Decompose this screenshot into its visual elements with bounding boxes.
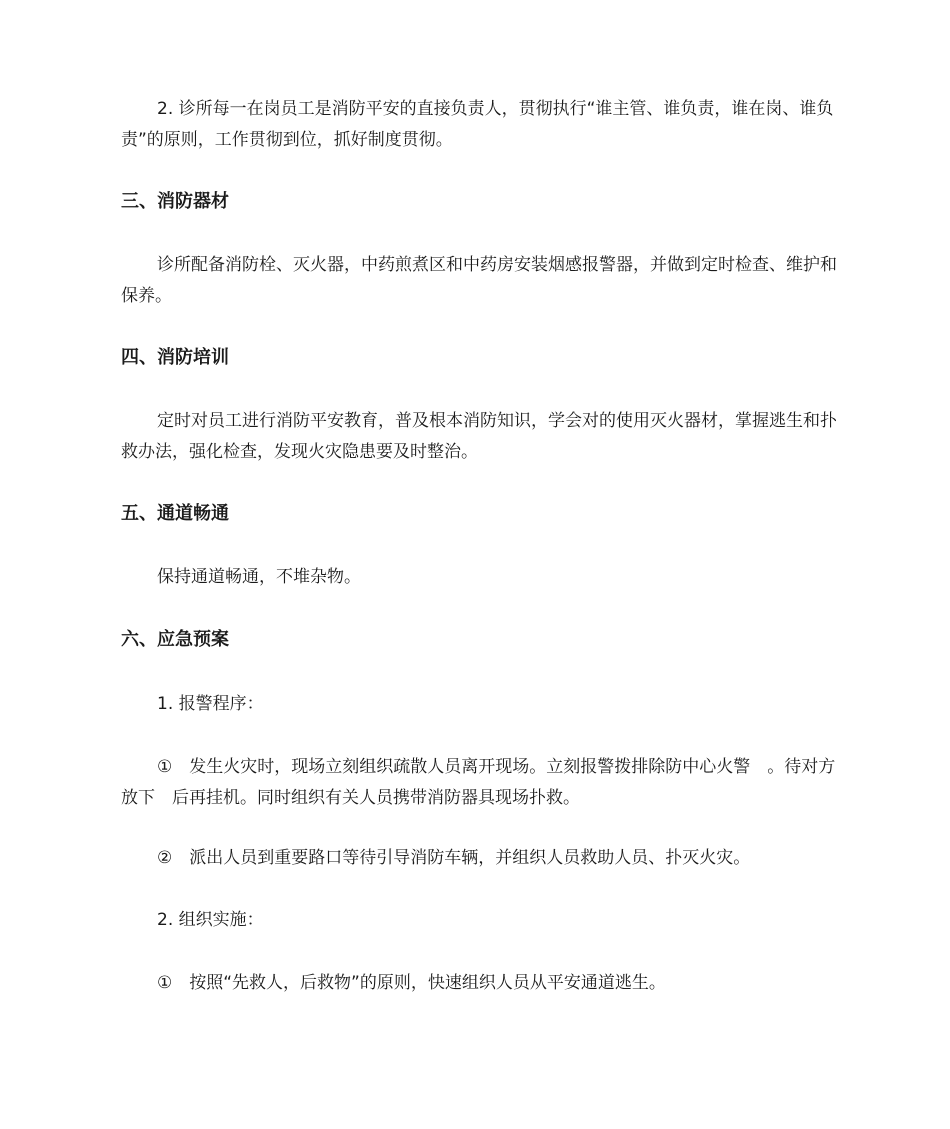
paragraph-clear-passage: 保持通道畅通，不堆杂物。 [157, 567, 361, 587]
paragraph-fire-equipment: 诊所配备消防栓、灭火器，中药煎煮区和中药房安装烟感报警器，并做到定时检查、维护和保养。 [121, 255, 837, 306]
heading-fire-equipment: 三、消防器材 [121, 191, 229, 212]
paragraph-alarm-step-1: ① 发生火灾时，现场立刻组织疏散人员离开现场。立刻报警拨排除防中心火警 。待对方放下 后再挂机。同时组织有关人员携带消防器具现场扑救。 [121, 757, 836, 808]
paragraph-fire-training: 定时对员工进行消防平安教育，普及根本消防知识，学会对的使用灭火器材，掌握逃生和扑救办法，强化检查，发现火灾隐患要及时整治。 [121, 411, 837, 462]
paragraph-implementation-title: 2. 组织实施： [157, 910, 264, 930]
paragraph-alarm-step-2: ② 派出人员到重要路口等待引导消防车辆，并组织人员救助人员、扑灭火灾。 [157, 848, 751, 868]
paragraph-implementation-step-1: ① 按照“先救人，后救物”的原则，快速组织人员从平安通道逃生。 [157, 973, 666, 993]
paragraph-alarm-procedure-title: 1. 报警程序： [157, 694, 264, 714]
heading-clear-passage: 五、通道畅通 [121, 503, 229, 524]
heading-emergency-plan: 六、应急预案 [121, 629, 229, 650]
heading-fire-training: 四、消防培训 [121, 347, 229, 368]
paragraph-responsibility: 2. 诊所每一在岗员工是消防平安的直接负责人，贯彻执行“谁主管、谁负责，谁在岗、谁负责”的原则，工作贯彻到位，抓好制度贯彻。 [121, 99, 834, 150]
